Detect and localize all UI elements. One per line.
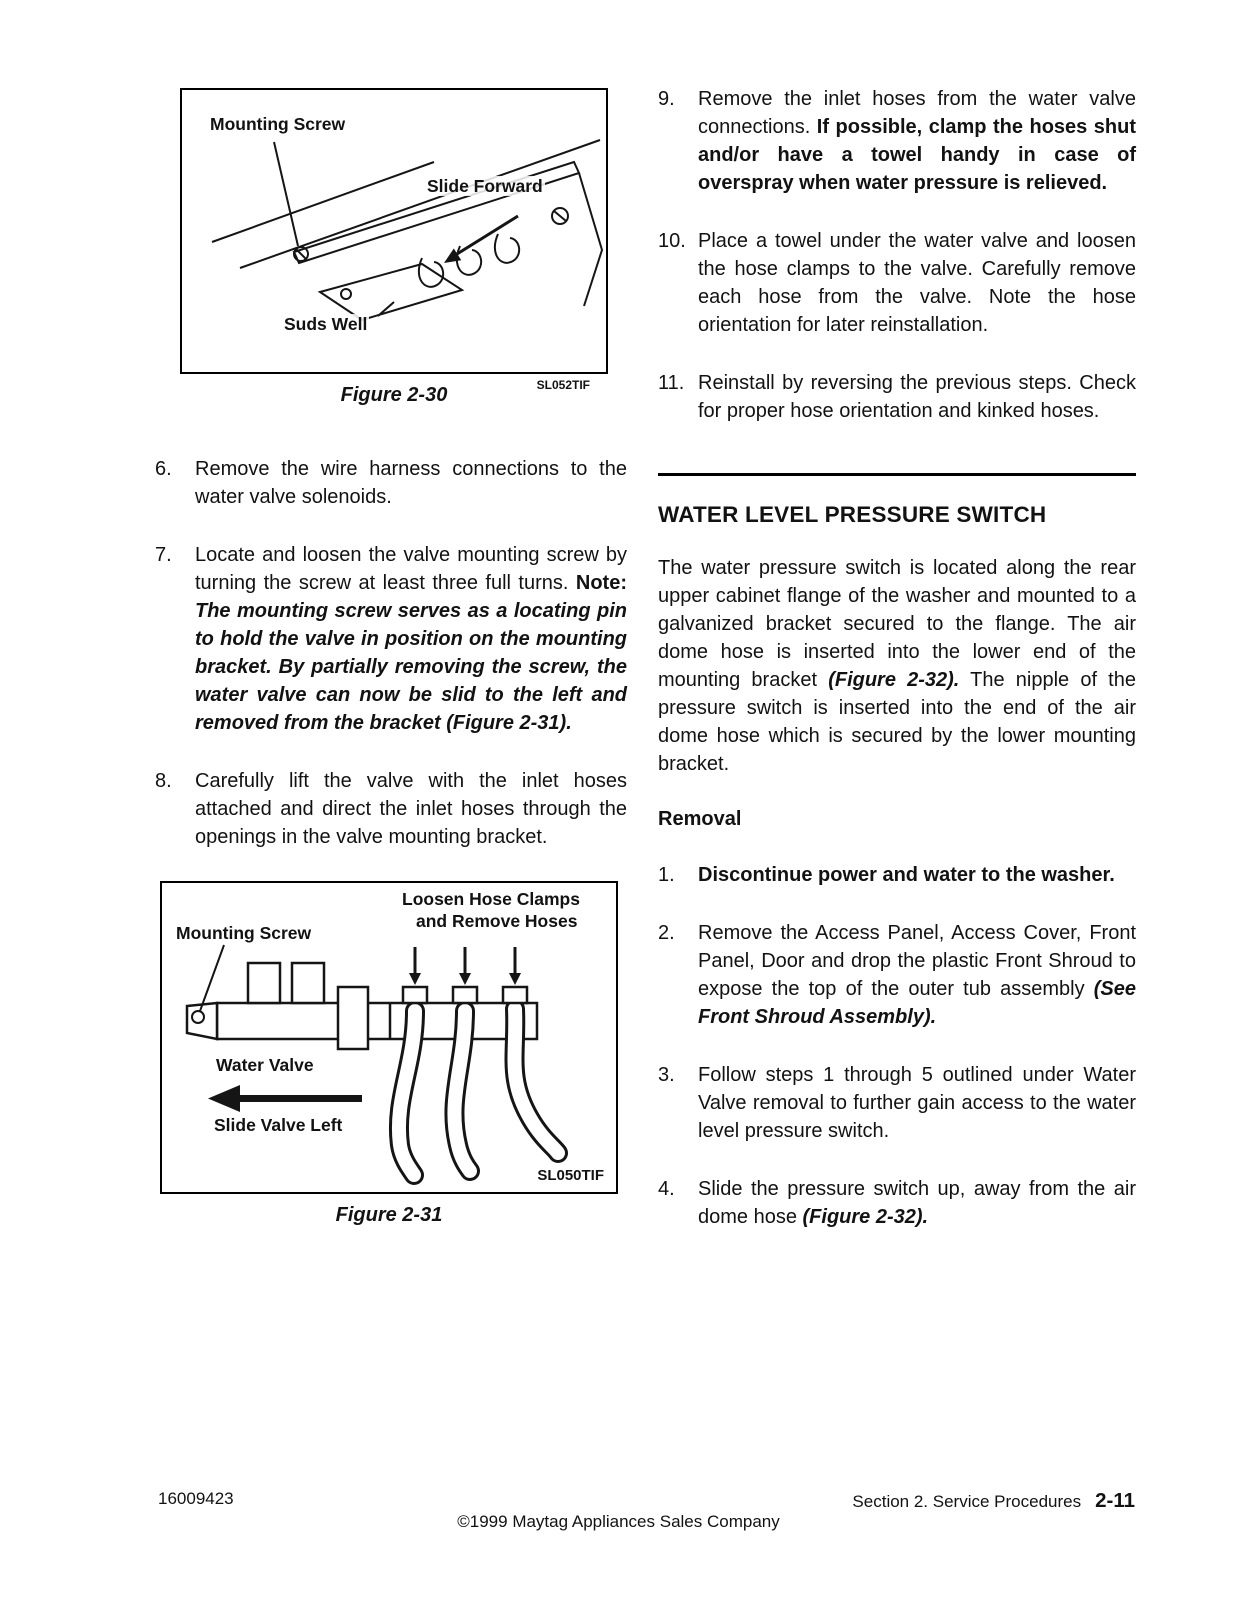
- list-item-8: [155, 767, 627, 851]
- note-label: Note:: [575, 572, 627, 594]
- figure-2-31-box: [160, 881, 618, 1194]
- figure-2-30-box: [180, 88, 608, 374]
- list-item-text: Follow steps 1 through 5 outlined under Water Valve removal to further gain access to the water level pressure switch.: [698, 1064, 1136, 1142]
- list-item-number: 9.: [658, 88, 675, 110]
- clamp-arrows-icon: [409, 947, 521, 985]
- list-item-number: 6.: [155, 458, 172, 480]
- note-text: The mounting screw serves as a locating pin to hold the valve in position on the mounting bracket. By partially removing the screw, the water valve can now be slid to the left and removed from the bracket (Figure 2-31).: [195, 600, 627, 734]
- list-item-text: Remove the Access Panel, Access Cover, Front Panel, Door and drop the plastic Front Shroud to expose the top of the outer tub assembly (See Front Shroud Assembly).: [698, 922, 1136, 1028]
- removal-item-2: [658, 919, 1136, 1031]
- copyright-line: ©1999 Maytag Appliances Sales Company: [457, 1512, 780, 1531]
- fig31-mounting-screw-label: Mounting Screw: [176, 923, 312, 943]
- removal-item-1: [658, 861, 1136, 889]
- section-footer: [852, 1489, 1135, 1513]
- list-item-9: [658, 85, 1136, 197]
- list-item-11: [658, 369, 1136, 425]
- list-item-text: Remove the inlet hoses from the water valve connections. If possible, clamp the hoses shut and/or have a towel handy in case of overspray when water pressure is relieved.: [698, 88, 1136, 194]
- list-item-text: Carefully lift the valve with the inlet hoses attached and direct the inlet hoses through the openings in the valve mounting bracket.: [195, 770, 627, 848]
- fig30-mounting-screw-label: Mounting Screw: [210, 114, 346, 134]
- document-number: 16009423: [158, 1489, 234, 1508]
- list-item-6: [155, 455, 627, 511]
- cross-reference: (See Front Shroud Assembly).: [698, 978, 1136, 1028]
- removal-heading: Removal: [658, 808, 742, 830]
- fig30-caption: Figure 2-30: [340, 384, 448, 406]
- figure-2-30: [180, 88, 608, 407]
- slide-left-arrow-icon: [208, 1085, 362, 1112]
- fig30-slide-forward-label: Slide Forward: [427, 176, 543, 196]
- list-item-text: Locate and loosen the valve mounting screw by turning the screw at least three full turns. Note: The mounting screw serves as a locating pin to hold the valve in position on the mounting bracket. By partially removing the screw, the water valve can now be slid to the left and removed from the bracket (Figure 2-31).: [195, 544, 627, 734]
- list-item-number: 1.: [658, 864, 675, 886]
- fig31-loosen-label-line2: and Remove Hoses: [416, 911, 578, 931]
- list-item-text: Remove the wire harness connections to the water valve solenoids.: [195, 458, 627, 508]
- figure-reference: (Figure 2-32).: [802, 1206, 929, 1228]
- list-item-7: [155, 541, 627, 737]
- removal-item-3: [658, 1061, 1136, 1145]
- section-heading: WATER LEVEL PRESSURE SWITCH: [658, 502, 1047, 527]
- list-item-text: Slide the pressure switch up, away from the air dome hose (Figure 2-32).: [698, 1178, 1136, 1228]
- fig31-caption: Figure 2-31: [335, 1204, 443, 1226]
- list-item-number: 3.: [658, 1064, 675, 1086]
- section-divider: [658, 473, 1136, 476]
- removal-item-4: [658, 1175, 1136, 1231]
- list-item-text: Discontinue power and water to the washer.: [698, 864, 1115, 886]
- fig30-suds-well-label: Suds Well: [284, 314, 368, 334]
- right-column: [658, 85, 1136, 1261]
- fig31-loosen-label-line1: Loosen Hose Clamps: [402, 889, 580, 909]
- list-item-10: [658, 227, 1136, 339]
- figure-reference: (Figure 2-32).: [828, 669, 960, 691]
- list-item-number: 10.: [658, 230, 686, 252]
- section-label: Section 2. Service Procedures: [852, 1492, 1082, 1511]
- fig31-water-valve-label: Water Valve: [216, 1055, 314, 1075]
- figure-2-31: [160, 881, 618, 1227]
- fig31-code: SL050TIF: [537, 1167, 604, 1184]
- page-number: 2-11: [1095, 1489, 1135, 1512]
- list-item-text: Place a towel under the water valve and loosen the hose clamps to the valve. Carefully remove each hose from the valve. Note the hose orientation for later reinstallation.: [698, 230, 1136, 336]
- list-item-number: 7.: [155, 544, 172, 566]
- left-column: [155, 88, 627, 1227]
- fig30-code: SL052TIF: [536, 378, 590, 392]
- warning-text: If possible, clamp the hoses shut and/or have a towel handy in case of overspray when water pressure is relieved.: [698, 116, 1136, 194]
- list-item-number: 4.: [658, 1178, 675, 1200]
- pressure-switch-paragraph: The water pressure switch is located along the rear upper cabinet flange of the washer and mounted to a galvanized bracket secured to the flange. The air dome hose is inserted into the lower end of the mounting bracket (Figure 2-32). The nipple of the pressure switch is inserted into the end of the air dome hose which is secured by the lower mounting bracket.: [658, 557, 1136, 775]
- list-item-text: Reinstall by reversing the previous steps. Check for proper hose orientation and kinked hoses.: [698, 372, 1136, 422]
- fig31-slide-valve-left-label: Slide Valve Left: [214, 1115, 343, 1135]
- list-item-number: 8.: [155, 770, 172, 792]
- list-item-number: 2.: [658, 922, 675, 944]
- list-item-number: 11.: [658, 372, 685, 394]
